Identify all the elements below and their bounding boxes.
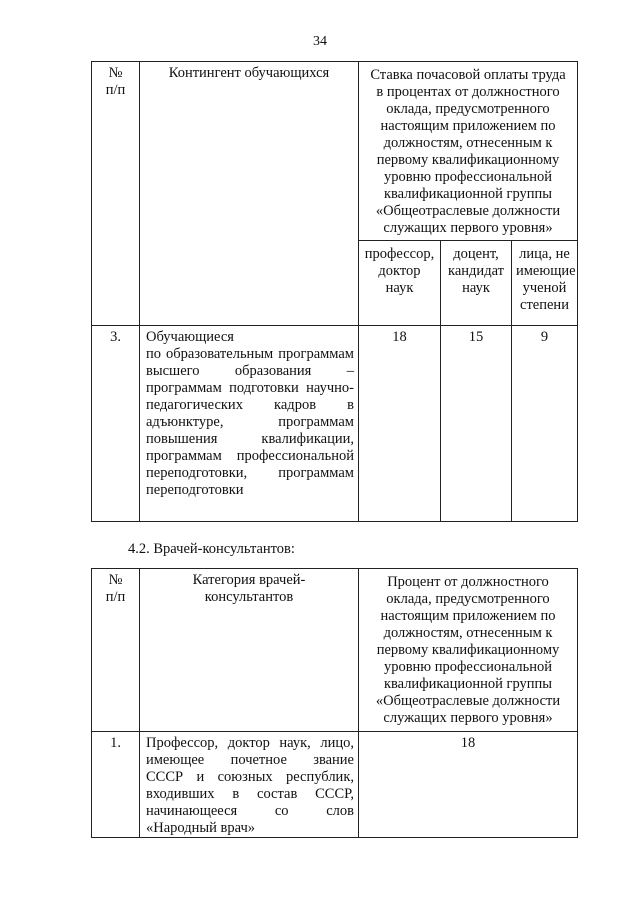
row-number-cell: 3. (92, 326, 140, 522)
percent-value-cell: 18 (359, 732, 578, 838)
category-header-cell: Категория врачей- консультантов (140, 569, 359, 732)
docent-rate-cell: 15 (441, 326, 512, 522)
consultant-table (91, 568, 578, 838)
section-heading: 4.2. Врачей-консультантов: (128, 541, 295, 557)
table-row (92, 326, 578, 522)
table-row (92, 732, 578, 838)
contingent-description-cell: Обучающиеся по образовательным программам высшего образования – программам подготовки научно- педагогических кадров в адъюнктуре, программам повышения квалификации, программам профессиональной переподготовки, программам переподготовки (140, 326, 359, 522)
row-number-cell: 1. (92, 732, 140, 838)
docent-header-cell: доцент, кандидат наук (441, 241, 512, 326)
professor-header-cell: профессор, доктор наук (359, 241, 441, 326)
percent-header-cell: Процент от должностного оклада, предусмотренного настоящим приложением по должностям, отнесенным к первому квалификационному уровню профессиональной квалификационной группы «Общеотраслевые должности служащих первого уровня» (359, 569, 578, 732)
contingent-header: Контингент обучающихся (168, 65, 330, 81)
no-degree-rate-cell: 9 (512, 326, 578, 522)
professor-rate-cell: 18 (359, 326, 441, 522)
category-description-cell: Профессор, доктор наук, лицо, имеющее почетное звание СССР и союзных республик, входивших в состав СССР, начинающееся со слов «Народный врач» (140, 732, 359, 838)
rate-header-cell: Ставка почасовой оплаты труда в процентах от должностного оклада, предусмотренного настоящим приложением по должностям, отнесенным к первому квалификационному уровню профессиональной квалификационной группы «Общеотраслевые должности служащих первого уровня» (359, 62, 578, 241)
number-header-cell: № п/п (92, 569, 140, 732)
number-header-cell: № п/п (92, 62, 140, 326)
rate-table (91, 61, 578, 522)
page-number: 34 (313, 34, 327, 49)
contingent-header-cell (140, 62, 359, 326)
no-degree-header-cell: лица, не имеющие ученой степени (512, 241, 578, 326)
